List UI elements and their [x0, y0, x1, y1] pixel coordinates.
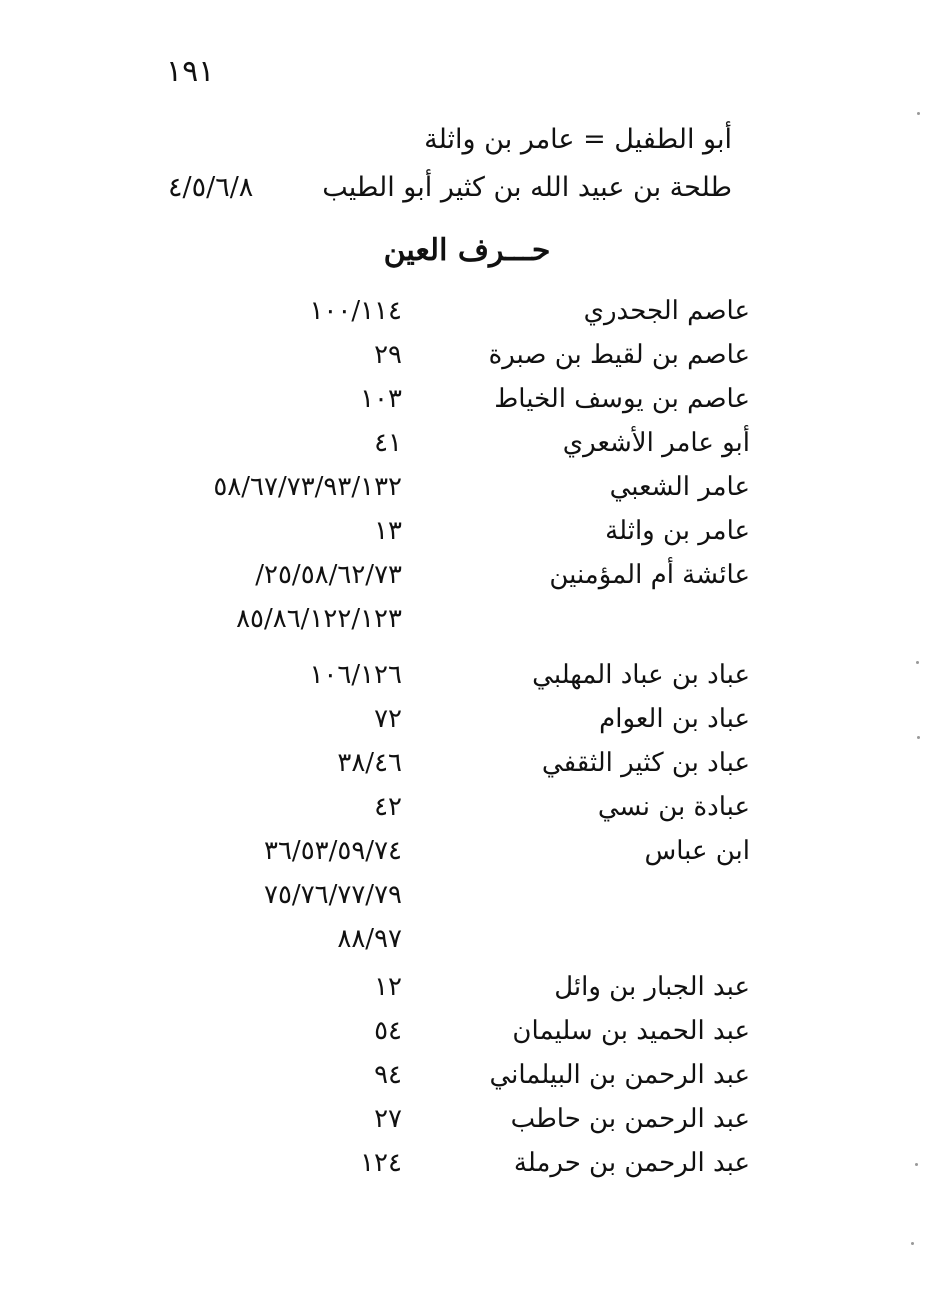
scan-speck: [917, 112, 920, 115]
entry-pages: ١٢٤: [360, 1148, 402, 1178]
entry-name: عبد الحميد بن سليمان: [512, 1016, 750, 1046]
entry-pages: ٥٤: [374, 1016, 402, 1046]
page-number: ١٩١: [166, 54, 215, 89]
entry-pages: ١٣: [374, 516, 402, 546]
index-entry: [0, 704, 934, 748]
index-entry: [0, 384, 934, 428]
entry-pages: ٢٩: [374, 340, 402, 370]
index-entry: [0, 296, 934, 340]
entry-pages: ٣٨/٤٦: [337, 748, 402, 778]
scan-speck: [916, 661, 919, 664]
entry-pages: ٨٥/٨٦/١٢٢/١٢٣: [236, 604, 402, 634]
index-entry-continuation: [0, 604, 934, 648]
entry-name: عبد الرحمن بن حرملة: [513, 1148, 750, 1178]
entry-name: عاصم بن يوسف الخياط: [494, 384, 750, 414]
index-entry: [0, 972, 934, 1016]
entry-pages: ٣٦/٥٣/٥٩/٧٤: [264, 836, 402, 866]
entry-name: عباد بن عباد المهلبي: [532, 660, 750, 690]
entry-pages: ٢٧: [374, 1104, 402, 1134]
index-entry: [0, 1148, 934, 1192]
entry-name: أبو عامر الأشعري: [562, 428, 750, 458]
entry-pages: ٥٨/٦٧/٧٣/٩٣/١٣٢: [213, 472, 402, 502]
index-entry: [0, 1016, 934, 1060]
entry-name: عاصم بن لقيط بن صبرة: [488, 340, 750, 370]
entry-name: عبد الرحمن بن حاطب: [510, 1104, 750, 1134]
index-entry: [0, 660, 934, 704]
index-entry: [0, 1060, 934, 1104]
scan-speck: [915, 1163, 918, 1166]
entry-name: عبد الجبار بن وائل: [554, 972, 750, 1002]
top-index-entry-pages: ٤/٥/٦/٨: [168, 172, 254, 203]
entry-pages: ٢٥/٥٨/٦٢/٧٣/: [255, 560, 402, 590]
scan-speck: [917, 736, 920, 739]
index-entry: [0, 748, 934, 792]
entry-pages: ٩٤: [374, 1060, 402, 1090]
index-entry: [0, 516, 934, 560]
entry-pages: ١٠٦/١٢٦: [309, 660, 402, 690]
top-index-entry-name: طلحة بن عبيد الله بن كثير أبو الطيب: [322, 172, 732, 203]
entry-pages: ١٢: [374, 972, 402, 1002]
entry-pages: ٧٥/٧٦/٧٧/٧٩: [264, 880, 402, 910]
entry-name: عبد الرحمن بن البيلماني: [489, 1060, 750, 1090]
entry-pages: ٤٢: [374, 792, 402, 822]
entry-name: عباد بن العوام: [599, 704, 750, 734]
section-heading: حـــرف العين: [383, 233, 551, 268]
index-entry: [0, 340, 934, 384]
entry-name: عبادة بن نسي: [597, 792, 750, 822]
index-entry: [0, 1104, 934, 1148]
entry-pages: ٨٨/٩٧: [337, 924, 402, 954]
entry-pages: ٤١: [374, 428, 402, 458]
index-entry-continuation: [0, 880, 934, 924]
entry-name: عامر بن واثلة: [605, 516, 750, 546]
entry-name: ابن عباس: [644, 836, 750, 866]
index-entry: [0, 836, 934, 880]
entry-name: عباد بن كثير الثقفي: [541, 748, 750, 778]
entry-name: عاصم الجحدري: [583, 296, 750, 326]
index-entry: [0, 792, 934, 836]
entry-pages: ١٠٠/١١٤: [309, 296, 402, 326]
scan-speck: [911, 1242, 914, 1245]
entry-name: عامر الشعبي: [609, 472, 750, 502]
entry-name: عائشة أم المؤمنين: [549, 560, 750, 590]
index-entry: [0, 560, 934, 604]
index-entry-continuation: [0, 924, 934, 968]
entry-pages: ١٠٣: [360, 384, 402, 414]
cross-reference-line: أبو الطفيل = عامر بن واثلة: [424, 124, 732, 155]
index-entry: [0, 428, 934, 472]
index-entry: [0, 472, 934, 516]
entry-pages: ٧٢: [374, 704, 402, 734]
